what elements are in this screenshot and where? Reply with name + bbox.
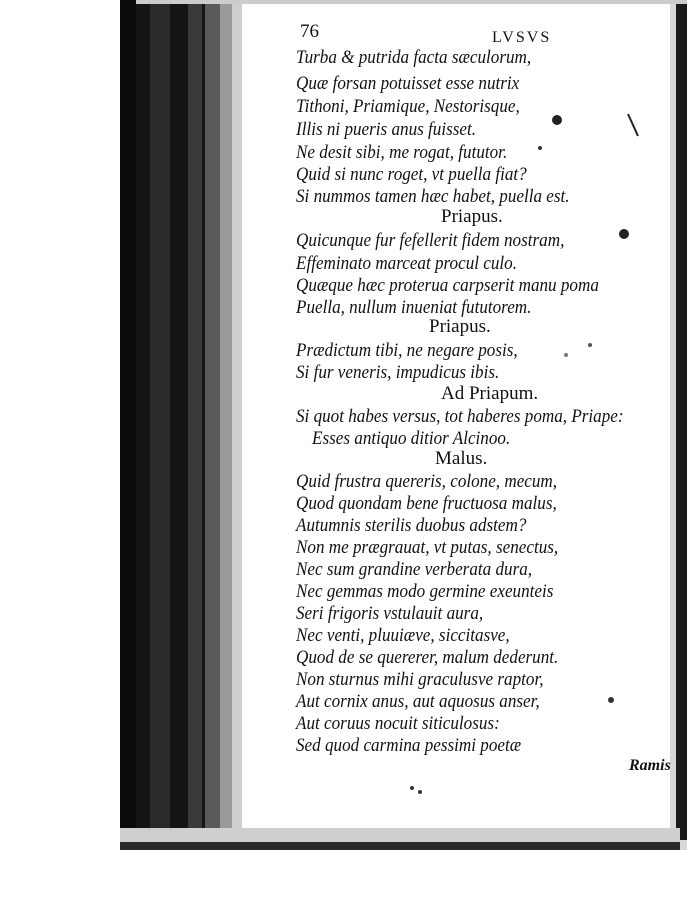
section-heading: Malus.	[435, 448, 488, 469]
text-line: Quid si nunc roget, vt puella fiat?	[296, 164, 527, 185]
text-line: Non me prægrauat, vt putas, senectus,	[296, 537, 559, 558]
text-line: Nec venti, pluuiæve, siccitasve,	[296, 625, 510, 646]
text-line: Prædictum tibi, ne negare posis,	[296, 340, 518, 361]
text-line: Turba & putrida facta sæculorum,	[296, 47, 532, 68]
text-line: Quicunque fur fefellerit fidem nostram,	[296, 230, 565, 251]
text-line: Si quot habes versus, tot haberes poma, Priape:	[296, 406, 624, 427]
text-line: Quod de se quererer, malum dederunt.	[296, 647, 559, 668]
text-line: Nec sum grandine verberata dura,	[296, 559, 533, 580]
section-heading: Priapus.	[429, 316, 491, 337]
text-line: Effeminato marceat procul culo.	[296, 253, 517, 274]
text-line: Autumnis sterilis duobus adstem?	[296, 515, 527, 536]
text-line: Seri frigoris vstulauit aura,	[296, 603, 484, 624]
text-line: Quæque hæc proterua carpserit manu poma	[296, 275, 599, 296]
text-line: Ne desit sibi, me rogat, fututor.	[296, 142, 508, 163]
text-line: Quod quondam bene fructuosa malus,	[296, 493, 557, 514]
text-line: Quæ forsan potuisset esse nutrix	[296, 73, 520, 94]
text-line: Nec gemmas modo germine exeunteis	[296, 581, 554, 602]
text-line: Tithoni, Priamique, Nestorisque,	[296, 96, 520, 117]
section-heading: Priapus.	[441, 206, 503, 227]
section-heading: Ad Priapum.	[441, 383, 539, 404]
text-line: Esses antiquo ditior Alcinoo.	[312, 428, 511, 449]
page-number: 76	[300, 21, 319, 42]
text-line: Illis ni pueris anus fuisset.	[296, 119, 477, 140]
text-line: Puella, nullum inueniat fututorem.	[296, 297, 532, 318]
text-line: Aut coruus nocuit siticulosus:	[296, 713, 500, 734]
text-line: Sed quod carmina pessimi poetæ	[296, 735, 522, 756]
text-line: Quid frustra quereris, colone, mecum,	[296, 471, 558, 492]
text-line: Aut cornix anus, aut aquosus anser,	[296, 691, 540, 712]
text-line: Si fur veneris, impudicus ibis.	[296, 362, 500, 383]
text-line: Non sturnus mihi graculusve raptor,	[296, 669, 544, 690]
text-line: Si nummos tamen hæc habet, puella est.	[296, 186, 570, 207]
book-left-edge	[120, 0, 138, 850]
catchword: Ramis	[629, 757, 671, 774]
gutter-shadow	[136, 0, 216, 830]
running-head: LVSVS	[492, 29, 552, 46]
